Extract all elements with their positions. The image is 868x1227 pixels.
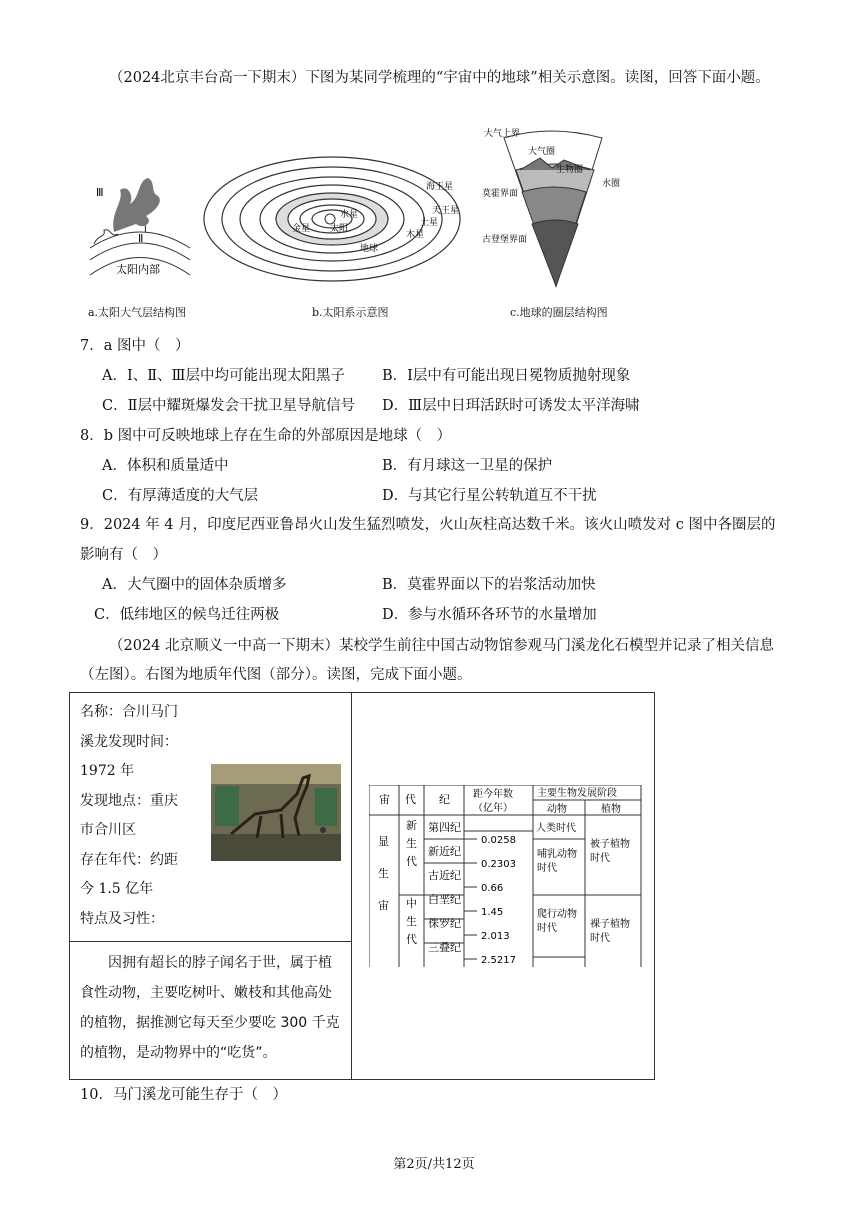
boundary-1: 0.2303 [481,859,516,870]
q9-option-c: C．低纬地区的候鸟迁往两极 [94,607,280,623]
boundary-2: 0.66 [481,883,504,894]
boundary-4: 2.013 [481,931,510,942]
header-plant: 植物 [601,804,621,815]
label-hydrosphere: 水圈 [602,179,621,189]
dinosaur-fossil-photo [211,764,341,861]
animal-mammal: 哺乳动物时代 [537,849,577,874]
question-9-stem: 9．2024 年 4 月，印度尼西亚鲁昂火山发生猛烈喷发，火山灰柱高达数千米。该火山喷发对 c 图中各圈层的 [80,517,776,533]
q7-option-b: B．Ⅰ层中有可能出现日冕物质抛射现象 [382,368,631,384]
q8-option-d: D．与其它行星公转轨道互不干扰 [382,488,597,504]
header-years-unit: （亿年） [473,803,513,814]
label-mercury: 水星 [340,210,359,220]
question-7-stem: 7．a 图中（ ） [80,338,190,354]
label-layer-III: Ⅲ [96,186,104,199]
info-card-fields [80,698,208,934]
period-1: 新近纪 [428,845,461,858]
q8-option-c: C．有厚薄适度的大气层 [102,488,259,504]
info-location-label: 发现地点：重庆 [80,792,178,809]
label-earth: 地球 [360,244,379,254]
intro-paragraph-2: （2024 北京顺义一中高一下期末）某校学生前往中国古动物馆参观马门溪龙化石模型并记录了相关信息（左图）。右图为地质年代图（部分）。读图，完成下面小题。 [80,638,775,683]
q9-option-d: D．参与水循环各环节的水量增加 [382,607,597,623]
question-8-stem: 8．b 图中可反映地球上存在生命的外部原因是地球（ ） [80,428,452,444]
q7-option-a: A．Ⅰ、Ⅱ、Ⅲ层中均可能出现太阳黑子 [102,368,346,384]
figure-b-solar-system [200,147,480,289]
boundary-3: 1.45 [481,907,504,918]
dinosaur-description: 因拥有超长的脖子闻名于世，属于植食性动物，主要吃树叶、嫩枝和其他高处的植物，据推测它每天至少要吃 300 千克的植物，是动物界中的“吃货”。 [80,955,340,1061]
info-age: 今 1.5 亿年 [80,881,154,897]
period-0: 第四纪 [428,821,461,834]
caption-b: b.太阳系示意图 [312,306,389,319]
question-9-stem-cont: 影响有（ ） [80,547,167,563]
period-4: 侏罗纪 [428,917,461,930]
header-stage: 主要生物发展阶段 [537,788,617,799]
geologic-time-table [369,785,714,985]
label-biosphere: 生物圈 [556,165,584,175]
label-saturn: 土星 [420,218,439,228]
header-years: 距今年数 [473,789,513,800]
figure-a-sun-atmosphere [84,172,196,282]
info-age-label: 存在年代：约距 [80,851,178,868]
figure-c-earth-spheres [480,124,630,292]
header-period: 纪 [439,793,450,806]
label-neptune: 海王星 [426,182,454,192]
q9-option-a: A．大气圈中的固体杂质增多 [102,577,287,593]
plant-gymnosperm: 裸子植物时代 [590,919,630,944]
era-mesozoic: 中生代 [406,897,417,946]
q9-option-b: B．莫霍界面以下的岩浆活动加快 [382,577,596,593]
caption-a: a.太阳大气层结构图 [88,306,187,319]
header-eon: 宙 [379,793,390,806]
intro-paragraph-1: （2024北京丰台高一下期末）下图为某同学梳理的“宇宙中的地球”相关示意图。读图，回答下面小题。 [109,70,770,86]
animal-reptile: 爬行动物时代 [537,909,577,934]
header-animal: 动物 [547,804,567,815]
info-table [69,692,655,1080]
label-atmosphere: 大气圈 [528,147,556,157]
q7-option-c: C．Ⅱ层中耀斑爆发会干扰卫星导航信号 [102,398,355,414]
info-traits-label: 特点及习性： [80,910,164,927]
period-3: 白垩纪 [428,893,461,906]
label-gutenberg: 古登堡界面 [482,235,528,245]
label-atmosphere-top: 大气上界 [484,129,521,139]
boundary-0: 0.0258 [481,835,516,846]
period-5: 三叠纪 [428,941,461,954]
info-discovery-time-label: 溪龙发现时间： [80,733,178,750]
header-era: 代 [405,793,416,806]
animal-human: 人类时代 [536,823,576,834]
q8-option-b: B．有月球这一卫星的保护 [382,458,553,474]
table-divider-horizontal [70,941,351,942]
label-venus: 金星 [292,224,311,234]
label-sun-interior: 太阳内部 [116,263,160,276]
info-name: 名称：合川马门 [80,704,178,720]
info-discovery-year: 1972 年 [80,763,135,779]
info-location: 市合川区 [80,822,136,838]
q7-option-d: D．Ⅲ层中日珥活跃时可诱发太平洋海啸 [382,398,640,414]
question-10-stem: 10．马门溪龙可能生存于（ ） [80,1087,287,1103]
caption-c: c.地球的圈层结构图 [510,306,608,319]
eon-label: 显生宙 [378,835,389,912]
plant-angiosperm: 被子植物时代 [590,839,630,864]
label-uranus: 天王星 [432,206,460,216]
table-divider-vertical [351,693,352,1079]
era-cenozoic: 新生代 [406,819,417,868]
boundary-5: 2.5217 [481,955,516,966]
page-footer: 第2页/共12页 [393,1157,475,1172]
label-moho: 莫霍界面 [482,189,519,199]
label-sun: 太阳 [330,224,349,234]
period-2: 古近纪 [428,869,461,882]
label-layer-II: Ⅱ [138,232,144,245]
label-jupiter: 木星 [406,230,425,240]
label-layer-I: Ⅰ [144,225,147,235]
q8-option-a: A．体积和质量适中 [102,458,229,474]
